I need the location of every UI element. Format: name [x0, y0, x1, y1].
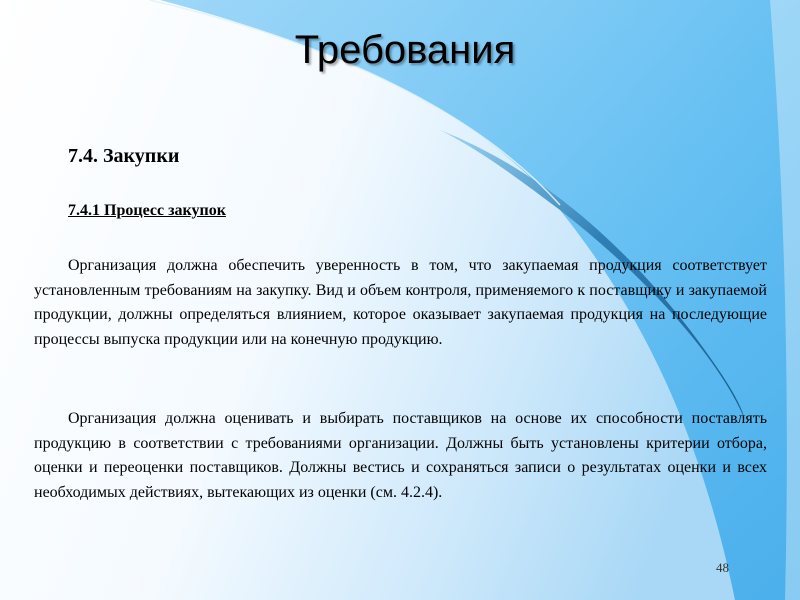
subsection-heading: 7.4.1 Процесс закупок: [68, 202, 226, 219]
slide-title: Требования: [294, 28, 516, 72]
section-heading: 7.4. Закупки: [68, 145, 180, 167]
paragraph-2: Организация должна оценивать и выбирать поставщиков на основе их способности поставлять продукцию в соответствии с требованиями организации. Должны быть установлены критерии отбора, оценки и переоценки поставщиков. Должны вестись и сохраняться записи о результатах оценки и всех необходимых действиях, вытекающих из оценки (см. 4.2.4).: [34, 410, 767, 501]
paragraph-1: Организация должна обеспечить уверенность в том, что закупаемая продукция соответствует установленным требованиям на закупку. Вид и объем контроля, применяемого к поставщику и закупаемой продукции, должны определяться влиянием, которое оказывает закупаемая продукция на последующие процессы выпуска продукции или на конечную продукцию.: [34, 257, 767, 348]
page-number: 48: [716, 560, 729, 575]
